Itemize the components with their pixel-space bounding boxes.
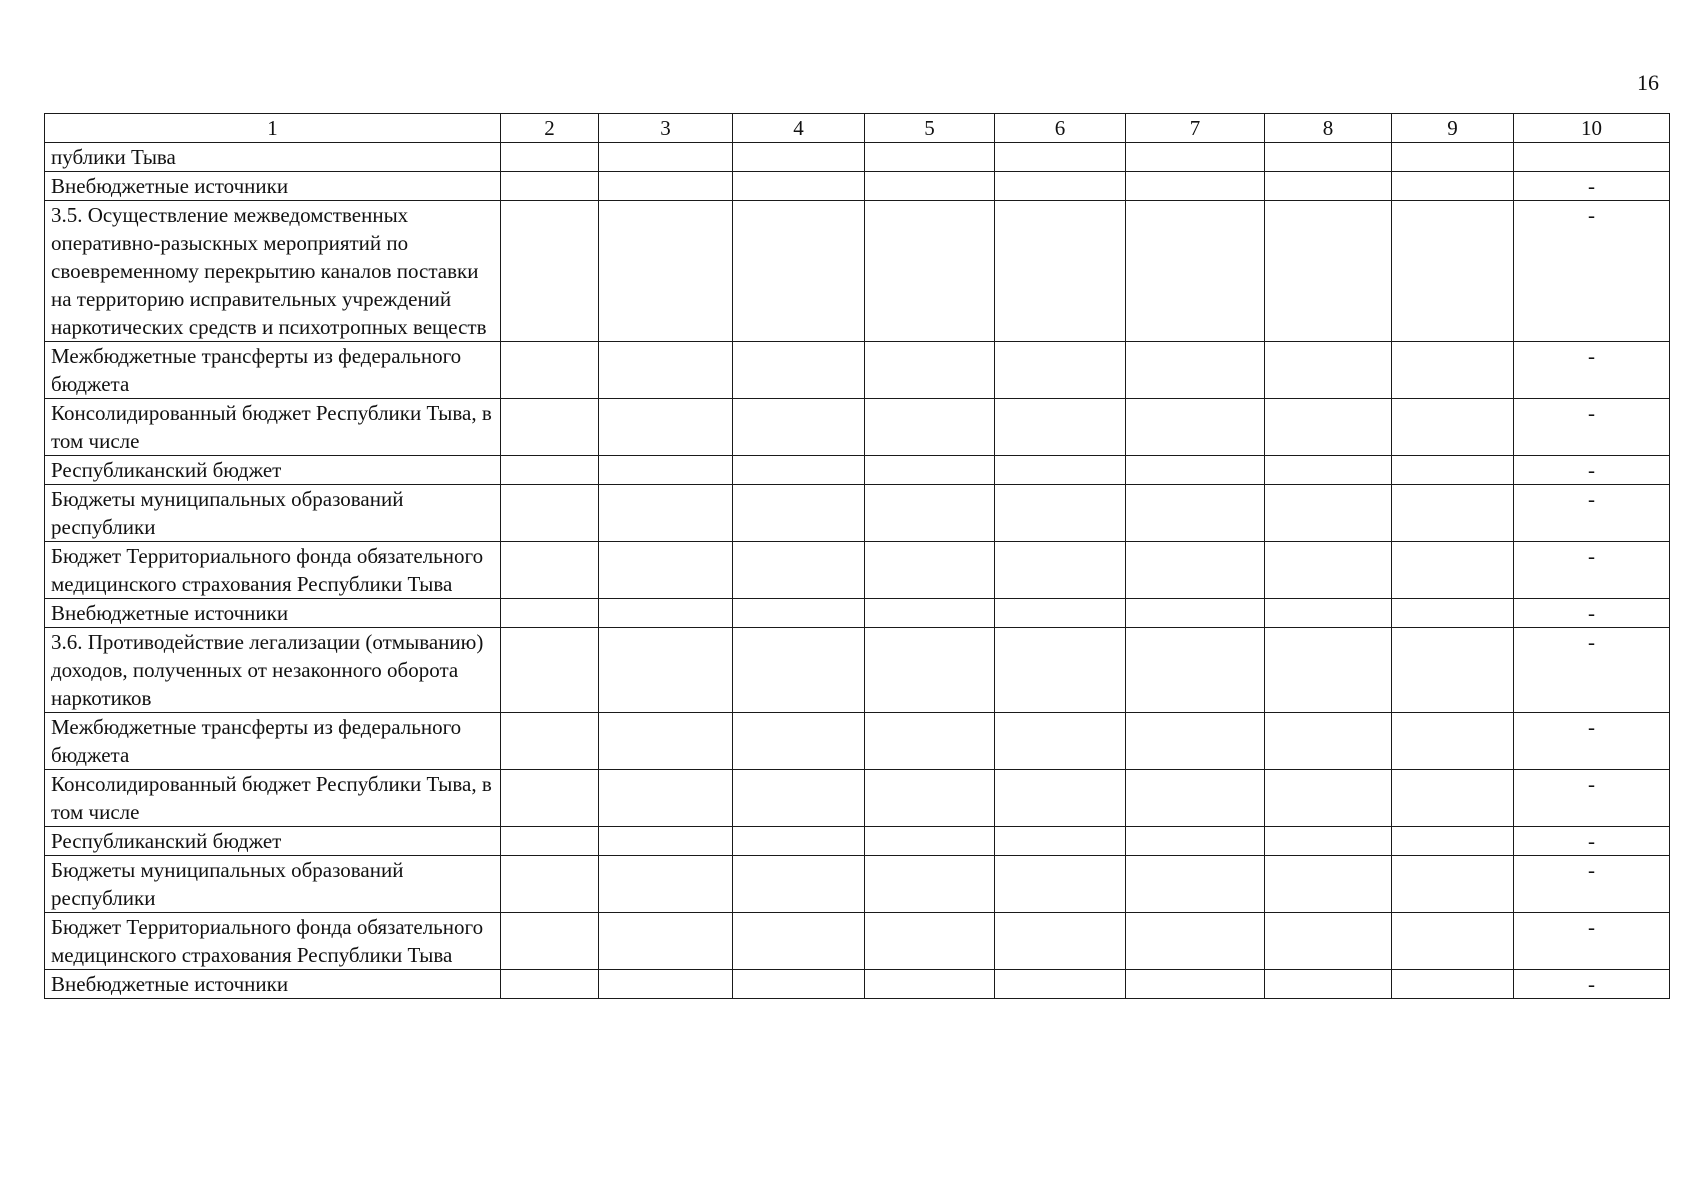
empty-cell	[1126, 342, 1265, 399]
header-cell: 6	[995, 114, 1126, 143]
empty-cell	[995, 201, 1126, 342]
header-cell: 4	[733, 114, 865, 143]
row-label: Бюджеты муниципальных образований республики	[45, 485, 501, 542]
empty-cell	[995, 542, 1126, 599]
empty-cell	[733, 143, 865, 172]
empty-cell	[995, 770, 1126, 827]
empty-cell	[1392, 399, 1514, 456]
empty-cell	[995, 485, 1126, 542]
header-cell: 2	[501, 114, 599, 143]
empty-cell	[995, 456, 1126, 485]
empty-cell	[501, 201, 599, 342]
empty-cell	[501, 970, 599, 999]
col10-value	[1514, 143, 1670, 172]
empty-cell	[995, 827, 1126, 856]
empty-cell	[599, 399, 733, 456]
table-row	[45, 970, 1670, 999]
empty-cell	[1126, 201, 1265, 342]
table-row	[45, 172, 1670, 201]
col10-value: -	[1514, 399, 1670, 456]
empty-cell	[1126, 856, 1265, 913]
col10-value: -	[1514, 201, 1670, 342]
empty-cell	[1392, 201, 1514, 342]
empty-cell	[599, 856, 733, 913]
empty-cell	[1265, 485, 1392, 542]
empty-cell	[501, 770, 599, 827]
empty-cell	[865, 542, 995, 599]
col10-value: -	[1514, 485, 1670, 542]
empty-cell	[501, 599, 599, 628]
row-label: Бюджет Территориального фонда обязательного медицинского страхования Республики Тыва	[45, 913, 501, 970]
row-label: Консолидированный бюджет Республики Тыва, в том числе	[45, 770, 501, 827]
empty-cell	[501, 913, 599, 970]
empty-cell	[599, 713, 733, 770]
empty-cell	[501, 856, 599, 913]
empty-cell	[995, 172, 1126, 201]
empty-cell	[1265, 172, 1392, 201]
col10-value: -	[1514, 172, 1670, 201]
empty-cell	[599, 770, 733, 827]
empty-cell	[865, 770, 995, 827]
table-row	[45, 827, 1670, 856]
empty-cell	[733, 456, 865, 485]
empty-cell	[865, 856, 995, 913]
empty-cell	[1265, 713, 1392, 770]
empty-cell	[501, 485, 599, 542]
table-row	[45, 713, 1670, 770]
empty-cell	[599, 485, 733, 542]
empty-cell	[1126, 628, 1265, 713]
empty-cell	[995, 913, 1126, 970]
table-row	[45, 485, 1670, 542]
empty-cell	[865, 201, 995, 342]
row-label: Межбюджетные трансферты из федерального бюджета	[45, 342, 501, 399]
header-cell: 9	[1392, 114, 1514, 143]
empty-cell	[733, 628, 865, 713]
empty-cell	[1392, 456, 1514, 485]
empty-cell	[733, 856, 865, 913]
empty-cell	[865, 399, 995, 456]
row-label: Республиканский бюджет	[45, 456, 501, 485]
empty-cell	[1126, 172, 1265, 201]
empty-cell	[995, 599, 1126, 628]
empty-cell	[865, 827, 995, 856]
row-label: Консолидированный бюджет Республики Тыва, в том числе	[45, 399, 501, 456]
page-number: 16	[1637, 70, 1659, 95]
empty-cell	[1126, 399, 1265, 456]
row-label: 3.5. Осуществление межведомственных оперативно-разыскных мероприятий по своевременному перекрытию каналов поставки на территорию исправительных учреждений наркотических средств и психотропных веществ	[45, 201, 501, 342]
row-label: Внебюджетные источники	[45, 172, 501, 201]
empty-cell	[733, 201, 865, 342]
empty-cell	[995, 713, 1126, 770]
empty-cell	[501, 827, 599, 856]
empty-cell	[1265, 827, 1392, 856]
row-label: публики Тыва	[45, 143, 501, 172]
col10-value: -	[1514, 342, 1670, 399]
table-row	[45, 599, 1670, 628]
header-cell: 8	[1265, 114, 1392, 143]
empty-cell	[1126, 970, 1265, 999]
empty-cell	[995, 970, 1126, 999]
empty-cell	[995, 628, 1126, 713]
empty-cell	[1392, 628, 1514, 713]
empty-cell	[995, 342, 1126, 399]
budget-table	[44, 113, 1670, 999]
empty-cell	[733, 770, 865, 827]
table-row	[45, 456, 1670, 485]
empty-cell	[865, 143, 995, 172]
row-label: Бюджеты муниципальных образований республики	[45, 856, 501, 913]
empty-cell	[599, 827, 733, 856]
empty-cell	[1126, 143, 1265, 172]
empty-cell	[501, 143, 599, 172]
empty-cell	[501, 172, 599, 201]
empty-cell	[865, 485, 995, 542]
header-cell: 7	[1126, 114, 1265, 143]
empty-cell	[1265, 770, 1392, 827]
row-label: 3.6. Противодействие легализации (отмыванию) доходов, полученных от незаконного оборота наркотиков	[45, 628, 501, 713]
header-cell: 10	[1514, 114, 1670, 143]
empty-cell	[599, 628, 733, 713]
empty-cell	[1392, 713, 1514, 770]
empty-cell	[865, 970, 995, 999]
col10-value: -	[1514, 856, 1670, 913]
empty-cell	[1265, 143, 1392, 172]
empty-cell	[1126, 827, 1265, 856]
empty-cell	[501, 456, 599, 485]
empty-cell	[599, 172, 733, 201]
empty-cell	[1392, 970, 1514, 999]
empty-cell	[1392, 542, 1514, 599]
col10-value: -	[1514, 913, 1670, 970]
empty-cell	[865, 913, 995, 970]
row-label: Бюджет Территориального фонда обязательного медицинского страхования Республики Тыва	[45, 542, 501, 599]
header-cell: 3	[599, 114, 733, 143]
empty-cell	[1126, 770, 1265, 827]
empty-cell	[1392, 143, 1514, 172]
empty-cell	[733, 970, 865, 999]
empty-cell	[1265, 456, 1392, 485]
empty-cell	[733, 485, 865, 542]
empty-cell	[501, 342, 599, 399]
empty-cell	[1265, 542, 1392, 599]
empty-cell	[1126, 713, 1265, 770]
empty-cell	[733, 399, 865, 456]
empty-cell	[1126, 456, 1265, 485]
col10-value: -	[1514, 456, 1670, 485]
col10-value: -	[1514, 713, 1670, 770]
col10-value: -	[1514, 542, 1670, 599]
table-row	[45, 856, 1670, 913]
table-row	[45, 143, 1670, 172]
empty-cell	[599, 342, 733, 399]
empty-cell	[733, 827, 865, 856]
empty-cell	[865, 342, 995, 399]
empty-cell	[1392, 342, 1514, 399]
empty-cell	[733, 172, 865, 201]
empty-cell	[733, 913, 865, 970]
empty-cell	[599, 143, 733, 172]
table-row	[45, 913, 1670, 970]
empty-cell	[501, 628, 599, 713]
empty-cell	[865, 456, 995, 485]
empty-cell	[1392, 856, 1514, 913]
empty-cell	[733, 599, 865, 628]
empty-cell	[1265, 970, 1392, 999]
empty-cell	[1392, 827, 1514, 856]
col10-value: -	[1514, 970, 1670, 999]
empty-cell	[995, 143, 1126, 172]
row-label: Республиканский бюджет	[45, 827, 501, 856]
empty-cell	[1126, 542, 1265, 599]
empty-cell	[1392, 913, 1514, 970]
col10-value: -	[1514, 628, 1670, 713]
empty-cell	[599, 913, 733, 970]
empty-cell	[1392, 172, 1514, 201]
col10-value: -	[1514, 827, 1670, 856]
empty-cell	[501, 399, 599, 456]
table-row	[45, 770, 1670, 827]
empty-cell	[599, 201, 733, 342]
table-row	[45, 399, 1670, 456]
empty-cell	[599, 456, 733, 485]
table-row	[45, 342, 1670, 399]
empty-cell	[599, 970, 733, 999]
empty-cell	[599, 542, 733, 599]
empty-cell	[995, 399, 1126, 456]
empty-cell	[1265, 201, 1392, 342]
empty-cell	[1392, 599, 1514, 628]
table-row	[45, 628, 1670, 713]
header-cell: 1	[45, 114, 501, 143]
row-label: Межбюджетные трансферты из федерального бюджета	[45, 713, 501, 770]
col10-value: -	[1514, 599, 1670, 628]
empty-cell	[865, 172, 995, 201]
row-label: Внебюджетные источники	[45, 970, 501, 999]
empty-cell	[501, 713, 599, 770]
table-header-row	[45, 114, 1670, 143]
empty-cell	[733, 542, 865, 599]
empty-cell	[865, 599, 995, 628]
empty-cell	[1392, 485, 1514, 542]
empty-cell	[1265, 856, 1392, 913]
col10-value: -	[1514, 770, 1670, 827]
empty-cell	[599, 599, 733, 628]
empty-cell	[1265, 399, 1392, 456]
empty-cell	[501, 542, 599, 599]
empty-cell	[1265, 342, 1392, 399]
empty-cell	[995, 856, 1126, 913]
empty-cell	[1126, 913, 1265, 970]
empty-cell	[1126, 485, 1265, 542]
row-label: Внебюджетные источники	[45, 599, 501, 628]
empty-cell	[865, 628, 995, 713]
empty-cell	[733, 713, 865, 770]
header-cell: 5	[865, 114, 995, 143]
empty-cell	[1392, 770, 1514, 827]
empty-cell	[865, 713, 995, 770]
empty-cell	[1265, 913, 1392, 970]
empty-cell	[1265, 628, 1392, 713]
empty-cell	[1126, 599, 1265, 628]
table-body	[45, 143, 1670, 999]
table-row	[45, 542, 1670, 599]
empty-cell	[1265, 599, 1392, 628]
table-row	[45, 201, 1670, 342]
empty-cell	[733, 342, 865, 399]
